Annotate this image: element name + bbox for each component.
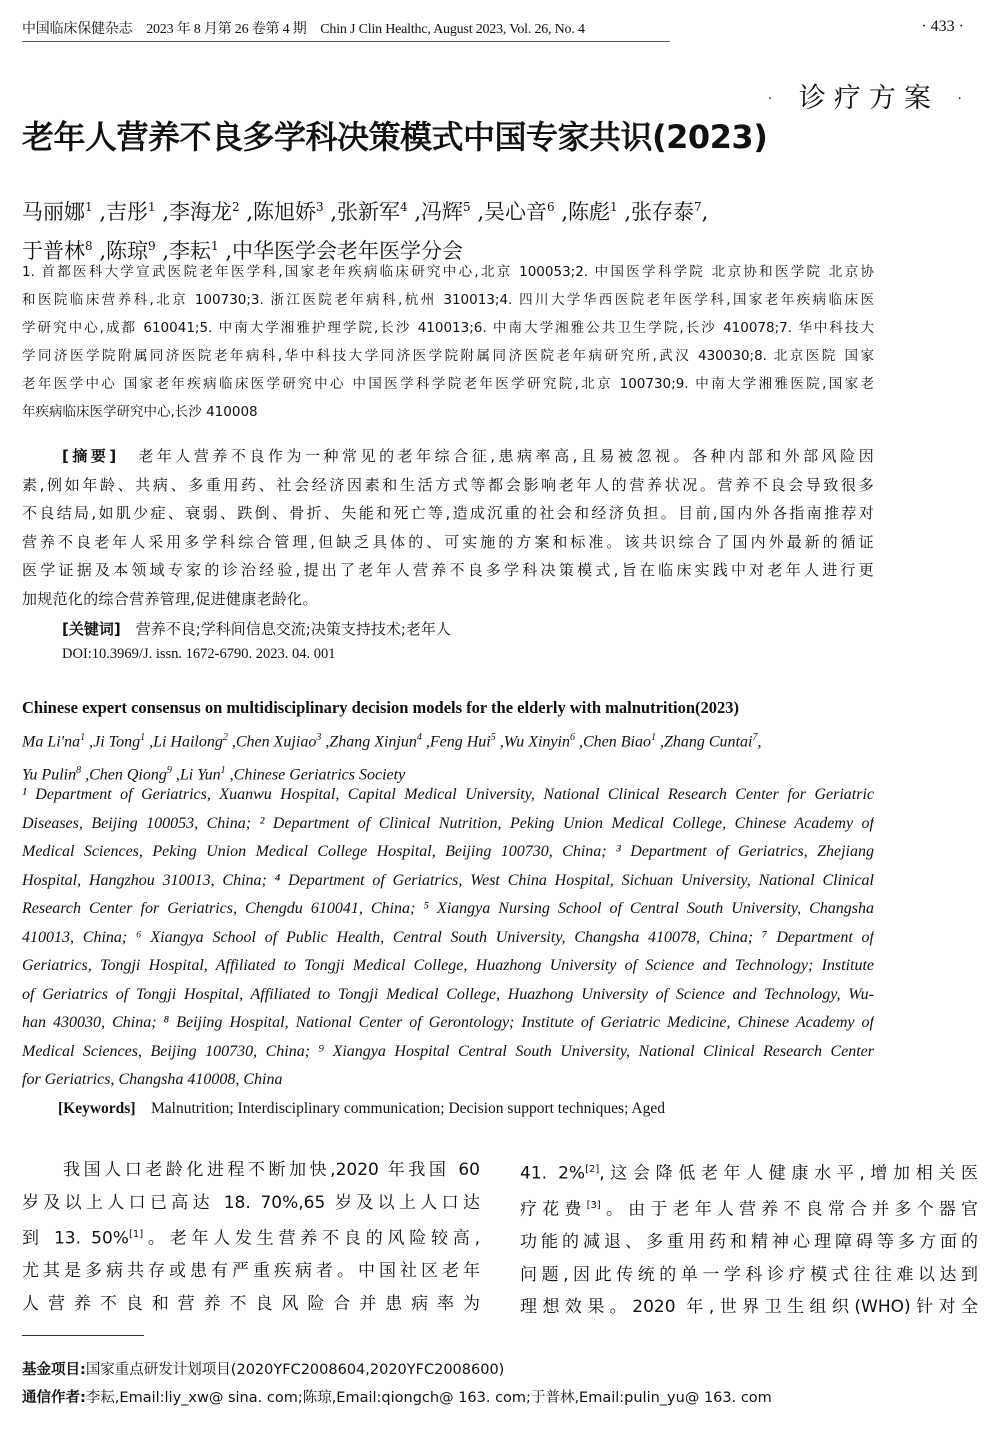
author-affiliation-mark: 1: [140, 732, 146, 743]
author-affiliation-mark: 1: [80, 732, 86, 743]
author-name: Feng Hui: [429, 733, 491, 751]
keywords-text: 营养不良;学科间信息交流;决策支持技术;老年人: [120, 620, 451, 638]
abstract-zh: [22, 442, 874, 613]
author-name: Wu Xinyin: [503, 733, 570, 751]
author-affiliation-mark: 3: [316, 200, 324, 214]
author-affiliation-mark: 5: [463, 200, 471, 214]
authors-en: [22, 724, 761, 790]
keywords-en: [58, 1096, 665, 1118]
author-name: 中华医学会老年医学分会: [232, 239, 463, 263]
author-name: 吴心音: [484, 200, 547, 224]
fund-text: 国家重点研发计划项目(2020YFC2008604,2020YFC2008600): [85, 1362, 505, 1378]
author-name: 于普林: [22, 239, 85, 263]
english-title: Chinese expert consensus on multidisciplinary decision models for the elderly with malnutrition(2023): [22, 698, 739, 717]
affiliation-en-line: of Geriatrics of Tongji Hospital, Affiliated to Tongji Medical College, Huazhong University of Science and Technology, Wu-: [22, 985, 874, 1003]
author-name: 李海龙: [169, 200, 232, 224]
author-affiliation-mark: 4: [416, 732, 422, 743]
author-name: Li Hailong: [153, 733, 223, 751]
author-line: 于普林$^8$ ,陈琼$^9$ ,李耘$^1$ ,中华医学会老年医学分会: [22, 239, 463, 263]
author-affiliation-mark: 2: [232, 200, 240, 214]
author-name: Ma Li'na: [22, 733, 81, 751]
column-label: · 诊疗方案 ·: [765, 83, 972, 114]
affiliation-en-line: 410013, China; ⁶ Xiangya School of Public Health, Central South University, Changsha 410078, China; ⁷ Department of: [22, 928, 874, 946]
keywords-en-text: Malnutrition; Interdisciplinary communication; Decision support techniques; Aged: [135, 1100, 665, 1117]
affiliation-en-line: Geriatrics, Tongji Hospital, Affiliated to Tongji Medical College, Huazhong University of Science and Technology; Institute: [22, 957, 874, 974]
author-line: Ma $Li'na^1$ ,Ji Tong$^1$ ,Li Hailong$^2$ ,Chen Xujiao$^3$ ,Zhang Xinjun$^4$ ,Feng Hui$^5$ ,Wu Xinyin$^6$ ,Chen Biao$^1$ ,Zhang Cuntai$^7$,: [22, 732, 762, 751]
author-affiliation-mark: 6: [547, 200, 555, 214]
body-line: 功能的减退、多重用药和精神心理障碍等多方面的: [520, 1232, 978, 1253]
affiliation-en-line: Research Center for Geriatrics, Chengdu 610041, China; ⁵ Xiangya Nursing School of Central South University, Changsha: [22, 900, 874, 917]
author-affiliation-mark: 1: [610, 200, 618, 214]
fund-label: 基金项目:: [22, 1362, 86, 1378]
author-name: Zhang Cuntai: [663, 733, 753, 751]
affiliation-en-line: for Geriatrics, Changsha 410008, China: [22, 1071, 283, 1088]
author-line: Yu Pulin$^8$ ,Chen Qiong$^9$ ,Li Yun$^1$ ,Chinese Geriatrics Society: [22, 764, 406, 784]
body-column-right: [520, 1154, 978, 1324]
author-name: Yu Pulin: [22, 766, 77, 784]
author-affiliation-mark: 7: [694, 200, 702, 214]
abstract-line: [22, 442, 874, 471]
author-affiliation-mark: 1: [211, 239, 219, 253]
author-name: Chen Qiong: [89, 766, 167, 784]
author-name: 张存泰: [631, 200, 694, 224]
author-affiliation-mark: 7: [752, 732, 758, 743]
keywords-en-label: [Keywords]: [58, 1100, 136, 1117]
affiliation-line: 年疾病临床医学研究中心,长沙 410008: [22, 404, 258, 420]
author-affiliation-mark: 8: [76, 764, 82, 776]
author-name: 冯辉: [421, 200, 463, 224]
author-affiliation-mark: 4: [400, 200, 408, 214]
affiliation-line: 学同济医学院附属同济医院老年病科,华中科技大学同济医学院附属同济医院老年病研究所,武汉 430030;8. 北京医院 国家: [22, 348, 874, 364]
body-column-left: [22, 1154, 480, 1320]
author-affiliation-mark: 1: [148, 200, 156, 214]
page-number: · 433 ·: [921, 18, 964, 35]
body-line: 理想效果。2020 年,世界卫生组织(WHO)针对全: [520, 1297, 978, 1318]
body-line: 到 13. 50%[1]。老年人发生营养不良的风险较高,: [22, 1228, 480, 1249]
author-name: 陈彪: [568, 200, 610, 224]
abstract-label: [摘要]: [62, 447, 117, 465]
body-line: 问题,因此传统的单一学科诊疗模式往往难以达到: [520, 1264, 978, 1285]
abstract-line: 素,例如年龄、共病、多重用药、社会经济因素和生活方式等都会影响老年人的营养状况。营养不良会导致很多: [22, 475, 874, 494]
affiliation-en-line: ¹ Department of Geriatrics, Xuanwu Hospital, Capital Medical University, National Clinical Research Center for Geriatric: [22, 786, 874, 803]
author-name: Chen Biao: [582, 733, 651, 751]
affiliation-en-line: Hospital, Hangzhou 310013, China; ⁴ Department of Geriatrics, West China Hospital, Sichuan University, National Clinical: [22, 871, 874, 889]
author-name: 吉彤: [106, 200, 148, 224]
article-title: 老年人营养不良多学科决策模式中国专家共识(2023): [22, 118, 768, 156]
author-affiliation-mark: 1: [650, 732, 656, 743]
author-line: 马丽娜$^1$ ,吉彤$^1$ ,李海龙$^2$ ,陈旭娇$^3$ ,张新军$^4$ ,冯辉$^5$ ,吴心音$^6$ ,陈彪$^1$ ,张存泰$^7$,: [22, 200, 709, 224]
author-name: 张新军: [337, 200, 400, 224]
author-name: Chen Xujiao: [235, 733, 317, 751]
author-affiliation-mark: 5: [490, 732, 496, 743]
corr-label: 通信作者:: [22, 1390, 86, 1406]
footnote-fund: [22, 1358, 504, 1379]
affiliation-line: 1. 首都医科大学宣武医院老年医学科,国家老年疾病临床研究中心,北京 100053;2. 中国医学科学院 北京协和医学院 北京协: [22, 264, 874, 280]
author-affiliation-mark: 8: [85, 239, 93, 253]
affiliations-zh: [22, 258, 874, 426]
author-name: 陈琼: [106, 239, 148, 263]
footnote-divider: [22, 1335, 144, 1336]
author-affiliation-mark: 3: [316, 732, 322, 743]
affiliation-line: 和医院临床营养科,北京 100730;3. 浙江医院老年病科,杭州 310013;4. 四川大学华西医院老年医学科,国家老年疾病临床医: [22, 292, 874, 308]
body-line: 人营养不良和营养不良风险合并患病率为: [22, 1293, 480, 1314]
body-line: 我国人口老龄化进程不断加快,2020 年我国 60: [22, 1160, 480, 1180]
author-affiliation-mark: 1: [85, 200, 93, 214]
affiliation-en-line: Medical Sciences, Beijing 100730, China; ⁹ Xiangya Hospital Central South University, National Clinical Research Center: [22, 1042, 874, 1060]
abstract-line: 医学证据及本领域专家的诊治经验,提出了老年人营养不良多学科决策模式,旨在临床实践中对老年人进行更: [22, 561, 874, 579]
body-line: 尤其是多病共存或患有严重疾病者。中国社区老年: [22, 1261, 480, 1282]
author-name: Chinese Geriatrics Society: [233, 766, 406, 784]
footnote-corresponding: [22, 1386, 772, 1407]
corr-text: 李耘,Email:liy_xw@ sina. com;陈琼,Email:qiongch@ 163. com;于普林,Email:pulin_yu@ 163. com: [85, 1390, 772, 1406]
abstract-text: 老年人营养不良作为一种常见的老年综合征,患病率高,且易被忽视。各种内部和外部风险因: [116, 447, 874, 465]
body-line: 岁及以上人口已高达 18. 70%,65 岁及以上人口达: [22, 1192, 480, 1213]
keywords-zh: [62, 618, 451, 639]
body-line: 疗花费[3]。由于老年人营养不良常合并多个器官: [520, 1199, 978, 1220]
affiliation-en-line: Diseases, Beijing 100053, China; ² Department of Clinical Nutrition, Peking Union Medical College, Chinese Academy of: [22, 814, 874, 832]
running-head: 中国临床保健杂志 2023 年 8 月第 26 卷第 4 期 Chin J Clin Healthc, August 2023, Vol. 26, No. 4: [22, 18, 670, 42]
author-name: 李耘: [169, 239, 211, 263]
author-name: Ji Tong: [93, 733, 141, 751]
author-name: 陈旭娇: [253, 200, 316, 224]
author-affiliation-mark: 6: [569, 732, 575, 743]
abstract-line: 不良结局,如肌少症、衰弱、跌倒、骨折、失能和死亡等,造成沉重的社会和经济负担。目前,国内外各指南推荐对: [22, 504, 874, 522]
author-affiliation-mark: 9: [166, 764, 172, 776]
affiliation-line: 学研究中心,成都 610041;5. 中南大学湘雅护理学院,长沙 410013;6. 中南大学湘雅公共卫生学院,长沙 410078;7. 华中科技大: [22, 320, 874, 336]
author-affiliation-mark: 9: [148, 239, 156, 253]
affiliation-line: 老年医学中心 国家老年疾病临床医学研究中心 中国医学科学院老年医学研究院,北京 100730;9. 中南大学湘雅医院,国家老: [22, 376, 874, 392]
author-name: Zhang Xinjun: [329, 733, 417, 751]
author-affiliation-mark: 1: [220, 764, 226, 776]
body-line: 41. 2%[2],这会降低老年人健康水平,增加相关医: [520, 1163, 978, 1184]
authors-zh: [22, 190, 708, 268]
author-affiliation-mark: 2: [222, 732, 228, 743]
doi: DOI:10.3969/J. issn. 1672-6790. 2023. 04. 001: [62, 646, 336, 662]
abstract-line: 营养不良老年人采用多学科综合管理,但缺乏具体的、可实施的方案和标准。该共识综合了国内外最新的循证: [22, 532, 874, 551]
affiliation-en-line: han 430030, China; ⁸ Beijing Hospital, National Center of Gerontology; Institute of Geriatric Medicine, Chinese Academy of: [22, 1014, 874, 1031]
keywords-label: [关键词]: [62, 620, 121, 638]
author-name: 马丽娜: [22, 200, 85, 224]
abstract-line: 加规范化的综合营养管理,促进健康老龄化。: [22, 589, 318, 608]
affiliations-en: [22, 781, 874, 1095]
author-name: Li Yun: [179, 766, 221, 784]
affiliation-en-line: Medical Sciences, Peking Union Medical College Hospital, Beijing 100730, China; ³ Department of Geriatrics, Zhejiang: [22, 843, 874, 860]
